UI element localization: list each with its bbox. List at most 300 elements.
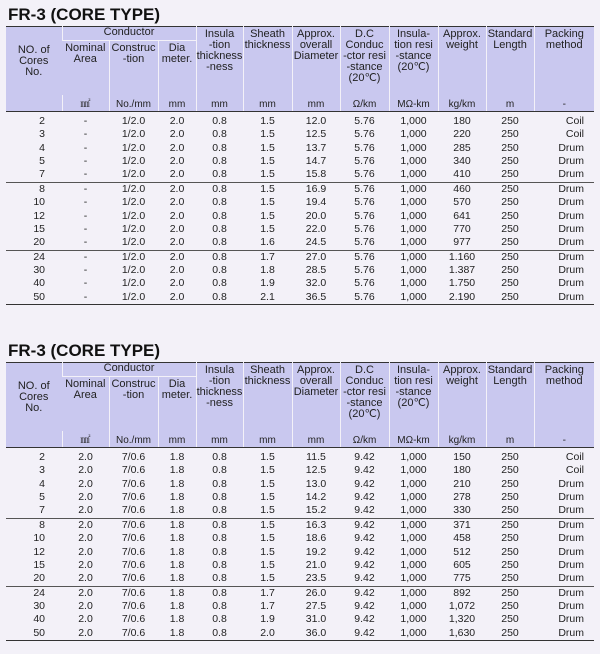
table-cell: 0.8 — [212, 264, 227, 277]
table-cell: Drum — [534, 250, 594, 264]
table-cell: 250 — [501, 264, 519, 277]
table-cell: 1,000 — [400, 490, 427, 503]
unit-cell: kg/km — [438, 95, 486, 112]
table-cell: 18.6 — [305, 532, 327, 545]
table-cell: 770 — [453, 222, 471, 235]
table-cell: 1.6 — [260, 236, 275, 249]
header-sheath: Sheath thickness — [243, 27, 292, 96]
table-cell: 250 — [501, 490, 519, 503]
table-cell: 36.5 — [292, 291, 340, 305]
unit-cell: mm — [243, 431, 292, 448]
table-cell: 19.2 — [305, 545, 327, 558]
table-cell: 2.0 — [169, 196, 185, 209]
table-cell: 7/0.6 — [121, 490, 146, 503]
table-cell: 31.0 — [305, 613, 327, 626]
header-insulation-resistance: Insula- tion resi -stance (20℃) — [389, 27, 438, 96]
table-cell: 460 — [438, 182, 486, 196]
table-cell: 605 — [453, 558, 471, 571]
table-cell: 1.5 — [260, 128, 275, 141]
header-dc-resistance: D.C Conduc -ctor resi -stance (20℃) — [340, 27, 389, 96]
table-cell: 0.8 — [212, 545, 227, 558]
table-cell: 1.5 — [243, 448, 292, 465]
table-cell: 1,000 — [389, 182, 438, 196]
table-cell: 250 — [501, 141, 519, 154]
table-cell: 1/2.0 — [121, 196, 146, 209]
table-cell: 5.76 — [340, 182, 389, 196]
table-cell: 1,630 — [438, 627, 486, 641]
unit-cell: MΩ-km — [389, 431, 438, 448]
table-cell: Drum — [558, 236, 585, 249]
table-cell: 12 — [33, 545, 45, 558]
table-cell: 1,000 — [389, 112, 438, 129]
table-cell: 2.0 — [78, 558, 93, 571]
table-row — [6, 559, 594, 572]
table-cell: 0.8 — [212, 141, 227, 154]
table-cell: 3 — [39, 128, 45, 141]
table-cell: 250 — [501, 128, 519, 141]
table-cell: 1.5 — [260, 141, 275, 154]
table-cell: 0.8 — [196, 112, 243, 129]
table-cell: 1/2.0 — [121, 222, 146, 235]
table-section-1 — [6, 4, 594, 305]
table-cell: 5 — [39, 490, 45, 503]
table-row — [6, 128, 594, 141]
table-cell: 1.5 — [260, 572, 275, 585]
table-cell: 0.8 — [212, 490, 227, 503]
spec-table — [6, 26, 594, 305]
table-cell: 1.5 — [260, 209, 275, 222]
table-cell: 3 — [39, 464, 45, 477]
table-cell: 1.8 — [169, 572, 185, 585]
table-cell: Drum — [558, 613, 585, 626]
header-packing: Packing method — [534, 27, 594, 96]
table-cell: 250 — [486, 250, 534, 264]
table-cell: 14.2 — [305, 490, 327, 503]
table-cell: 285 — [453, 141, 471, 154]
table-row — [6, 264, 594, 277]
table-cell: 5.76 — [354, 236, 375, 249]
table-cell: 2.0 — [169, 154, 185, 167]
table-cell: 1.8 — [158, 627, 196, 641]
table-cell: 5.76 — [354, 168, 375, 181]
table-cell: 250 — [501, 464, 519, 477]
table-cell: 1.5 — [260, 532, 275, 545]
table-cell: - — [83, 264, 88, 277]
table-row — [6, 141, 594, 154]
table-cell: 23.5 — [305, 572, 327, 585]
table-cell: 0.8 — [212, 572, 227, 585]
table-cell: 24.5 — [305, 236, 327, 249]
table-cell: 40 — [33, 613, 45, 626]
table-row — [6, 291, 594, 305]
header-conductor: Conductor — [62, 363, 196, 377]
table-cell: 250 — [486, 448, 534, 465]
table-cell: 1,000 — [400, 477, 427, 490]
table-row — [6, 600, 594, 613]
table-cell: 0.8 — [196, 518, 243, 532]
table-cell: Drum — [558, 545, 585, 558]
table-cell: 1.8 — [169, 600, 185, 613]
header-dc-resistance: D.C Conduc -ctor resi -stance (20℃) — [340, 363, 389, 432]
table-row — [6, 627, 594, 641]
table-cell: 5.76 — [354, 209, 375, 222]
table-cell: 250 — [501, 613, 519, 626]
table-cell: 7/0.6 — [121, 464, 146, 477]
table-cell: 1,000 — [400, 277, 427, 290]
table-cell: 775 — [453, 572, 471, 585]
table-cell: 1,000 — [389, 291, 438, 305]
table-cell: Drum — [558, 154, 585, 167]
table-cell: 0.8 — [212, 558, 227, 571]
table-cell: 1,000 — [389, 448, 438, 465]
header-length: Standard Length — [486, 363, 534, 432]
table-cell: 0.8 — [212, 504, 227, 517]
table-cell: 4 — [39, 141, 45, 154]
table-cell: 9.42 — [354, 600, 375, 613]
table-cell: 2.0 — [78, 464, 93, 477]
unit-cell: - — [534, 95, 594, 112]
table-cell: 1.5 — [260, 464, 275, 477]
table-cell: 1.7 — [243, 250, 292, 264]
table-cell: 1.8 — [158, 448, 196, 465]
table-cell: 1,000 — [400, 236, 427, 249]
table-cell: 9.42 — [340, 627, 389, 641]
table-row — [6, 209, 594, 222]
table-cell: 250 — [501, 600, 519, 613]
table-cell: 1.5 — [260, 154, 275, 167]
table-cell: 1.5 — [243, 112, 292, 129]
table-cell: 458 — [453, 532, 471, 545]
table-cell: Drum — [558, 504, 585, 517]
table-cell: 16.3 — [292, 518, 340, 532]
table-cell: 2.0 — [158, 291, 196, 305]
table-cell: 250 — [501, 558, 519, 571]
table-cell: 0.8 — [212, 277, 227, 290]
table-cell: - — [83, 209, 88, 222]
table-cell: 0.8 — [212, 154, 227, 167]
header-overall-diameter: Approx. overall Diameter — [292, 363, 340, 432]
header-construction: Construc -tion — [109, 41, 158, 96]
table-cell: 5.76 — [354, 222, 375, 235]
table-cell: 9.42 — [354, 490, 375, 503]
table-cell: 8 — [6, 182, 62, 196]
table-cell: 570 — [453, 196, 471, 209]
table-cell: Drum — [558, 600, 585, 613]
table-cell: 28.5 — [305, 264, 327, 277]
unit-cell: mm — [243, 95, 292, 112]
table-cell: 1,000 — [400, 545, 427, 558]
unit-cell: mm — [292, 431, 340, 448]
table-cell: 1.8 — [169, 464, 185, 477]
table-cell: 410 — [453, 168, 471, 181]
table-cell: - — [83, 236, 88, 249]
table-cell: 1/2.0 — [121, 154, 146, 167]
table-cell: 16.9 — [292, 182, 340, 196]
table-cell: 15 — [33, 558, 45, 571]
table-row — [6, 223, 594, 236]
table-cell: 9.42 — [340, 448, 389, 465]
table-cell: 2.0 — [169, 168, 185, 181]
table-cell: Drum — [534, 182, 594, 196]
table-cell: Coil — [565, 128, 585, 141]
table-cell: 2.0 — [62, 627, 109, 641]
table-cell: 250 — [501, 572, 519, 585]
table-cell: 9.42 — [354, 613, 375, 626]
table-cell: 12.5 — [305, 464, 327, 477]
table-cell: 9.42 — [354, 558, 375, 571]
table-cell: 40 — [33, 277, 45, 290]
table-cell: 2.0 — [169, 141, 185, 154]
table-cell: 5.76 — [354, 128, 375, 141]
header-weight: Approx. weight — [438, 27, 486, 96]
table-cell: 12.5 — [305, 128, 327, 141]
table-cell: Drum — [558, 532, 585, 545]
table-cell: 1,000 — [400, 558, 427, 571]
table-cell: 9.42 — [340, 518, 389, 532]
table-cell: 1/2.0 — [121, 277, 146, 290]
table-cell: 250 — [486, 627, 534, 641]
table-cell: 0.8 — [212, 464, 227, 477]
table-cell: 0.8 — [212, 209, 227, 222]
table-cell: 15 — [33, 222, 45, 235]
table-cell: Drum — [558, 264, 585, 277]
table-cell: 250 — [486, 586, 534, 600]
table-cell: 1.8 — [169, 545, 185, 558]
unit-cell: Ω/km — [340, 95, 389, 112]
table-cell: Drum — [558, 572, 585, 585]
unit-cell: No./mm — [109, 95, 158, 112]
table-cell: 0.8 — [212, 613, 227, 626]
table-cell: 5.76 — [340, 112, 389, 129]
table-cell: 8 — [6, 518, 62, 532]
table-cell: 1,000 — [400, 168, 427, 181]
table-cell: 1.8 — [169, 490, 185, 503]
table-cell: 2 — [6, 448, 62, 465]
table-cell: 1.9 — [260, 277, 275, 290]
table-cell: 892 — [438, 586, 486, 600]
table-cell: Coil — [534, 448, 594, 465]
table-cell: Drum — [558, 222, 585, 235]
header-nominal-area: Nominal Area — [62, 377, 109, 432]
table-cell: 512 — [453, 545, 471, 558]
table-cell: 1.5 — [260, 168, 275, 181]
table-cell: - — [62, 291, 109, 305]
table-cell: 1,000 — [400, 572, 427, 585]
table-cell: 250 — [501, 154, 519, 167]
table-cell: 1,000 — [400, 196, 427, 209]
table-cell: 0.8 — [196, 627, 243, 641]
table-cell: 20 — [33, 236, 45, 249]
table-cell: 5.76 — [354, 141, 375, 154]
table-cell: Drum — [558, 209, 585, 222]
table-cell: 1,000 — [400, 128, 427, 141]
table-cell: 0.8 — [196, 182, 243, 196]
table-row — [6, 572, 594, 586]
table-cell: 1.5 — [260, 196, 275, 209]
table-cell: 1.750 — [448, 277, 476, 290]
table-cell: 5.76 — [354, 277, 375, 290]
unit-cell: mm — [196, 431, 243, 448]
table-row — [6, 277, 594, 290]
table-cell: 1.5 — [260, 545, 275, 558]
table-cell: 250 — [501, 196, 519, 209]
header-packing: Packing method — [534, 363, 594, 432]
table-row — [6, 182, 594, 196]
unit-cell: mm — [158, 431, 196, 448]
table-cell: 1,000 — [400, 600, 427, 613]
table-cell: 250 — [501, 477, 519, 490]
table-cell: 7/0.6 — [109, 518, 158, 532]
table-cell: 180 — [438, 112, 486, 129]
table-cell: 1,000 — [389, 250, 438, 264]
table-cell: - — [83, 128, 88, 141]
table-cell: 7/0.6 — [121, 504, 146, 517]
table-cell: 32.0 — [305, 277, 327, 290]
table-cell: 2.0 — [243, 627, 292, 641]
table-cell: - — [62, 250, 109, 264]
table-cell: 1/2.0 — [121, 168, 146, 181]
table-cell: 7/0.6 — [121, 613, 146, 626]
table-row — [6, 448, 594, 465]
table-cell: 1.5 — [243, 182, 292, 196]
table-cell: 210 — [453, 477, 471, 490]
table-cell: 12.0 — [292, 112, 340, 129]
table-cell: - — [83, 168, 88, 181]
table-cell: 27.5 — [305, 600, 327, 613]
table-cell: 0.8 — [212, 128, 227, 141]
table-cell: 330 — [453, 504, 471, 517]
unit-cell: mm — [292, 95, 340, 112]
table-cell: 1,072 — [448, 600, 476, 613]
table-cell: 19.4 — [305, 196, 327, 209]
table-cell: 9.42 — [354, 464, 375, 477]
table-cell: 7 — [39, 168, 45, 181]
table-cell: 1.7 — [260, 600, 275, 613]
header-insulation-resistance: Insula- tion resi -stance (20℃) — [389, 363, 438, 432]
table-cell: 27.0 — [292, 250, 340, 264]
table-cell: 26.0 — [292, 586, 340, 600]
table-cell: 1,000 — [400, 222, 427, 235]
table-row — [6, 168, 594, 182]
table-cell: 5.76 — [354, 264, 375, 277]
header-insulation: Insula -tion thickness -ness — [196, 27, 243, 96]
table-cell: 2.0 — [78, 613, 93, 626]
table-cell: 2.0 — [78, 572, 93, 585]
table-cell: 2.0 — [62, 448, 109, 465]
header-overall-diameter: Approx. overall Diameter — [292, 27, 340, 96]
table-cell: 21.0 — [305, 558, 327, 571]
table-cell: 5.76 — [340, 250, 389, 264]
header-sheath: Sheath thickness — [243, 363, 292, 432]
table-row — [6, 250, 594, 264]
table-cell: 2.0 — [158, 182, 196, 196]
table-cell: 7/0.6 — [121, 477, 146, 490]
table-cell: 1.5 — [260, 490, 275, 503]
table-cell: 340 — [453, 154, 471, 167]
table-cell: 7/0.6 — [121, 532, 146, 545]
table-cell: 977 — [453, 236, 471, 249]
unit-cell — [6, 431, 62, 448]
table-cell: 1.8 — [169, 504, 185, 517]
table-cell: 1/2.0 — [109, 291, 158, 305]
table-row — [6, 196, 594, 209]
table-row — [6, 155, 594, 168]
table-cell: 1.5 — [243, 518, 292, 532]
table-cell: 30 — [33, 264, 45, 277]
table-cell: 0.8 — [212, 477, 227, 490]
header-insulation: Insula -tion thickness -ness — [196, 363, 243, 432]
table-cell: 9.42 — [354, 532, 375, 545]
table-cell: - — [83, 141, 88, 154]
unit-cell: Ω/km — [340, 431, 389, 448]
unit-cell: ㎟ — [62, 95, 109, 112]
table-cell: 2.0 — [78, 545, 93, 558]
table-cell: 0.8 — [196, 586, 243, 600]
table-cell: 1/2.0 — [109, 182, 158, 196]
table-cell: 1.8 — [169, 558, 185, 571]
table-cell: 250 — [501, 532, 519, 545]
table-cell: 1.7 — [243, 586, 292, 600]
table-cell: 30 — [33, 600, 45, 613]
unit-cell: - — [534, 431, 594, 448]
table-cell: 0.8 — [212, 222, 227, 235]
table-cell: 1.5 — [260, 558, 275, 571]
table-cell: 250 — [486, 518, 534, 532]
table-cell: 1.8 — [158, 586, 196, 600]
table-cell: 1,320 — [448, 613, 476, 626]
table-cell: 1,000 — [389, 627, 438, 641]
table-cell: 2.0 — [78, 600, 93, 613]
table-cell: 24 — [6, 250, 62, 264]
table-body — [6, 112, 594, 305]
table-cell: 2.0 — [78, 490, 93, 503]
table-cell: 0.8 — [212, 168, 227, 181]
table-cell: 7/0.6 — [121, 558, 146, 571]
header-diameter: Dia meter. — [158, 41, 196, 96]
table-cell: Drum — [558, 490, 585, 503]
header-diameter: Dia meter. — [158, 377, 196, 432]
table-cell: 1/2.0 — [121, 264, 146, 277]
table-row — [6, 477, 594, 490]
table-body — [6, 448, 594, 641]
table-cell: 2.190 — [438, 291, 486, 305]
table-cell: 13.0 — [305, 477, 327, 490]
table-cell: 0.8 — [212, 236, 227, 249]
table-cell: 0.8 — [212, 532, 227, 545]
table-cell: 1.9 — [260, 613, 275, 626]
unit-cell: MΩ-km — [389, 95, 438, 112]
table-cell: Drum — [558, 277, 585, 290]
table-row — [6, 236, 594, 250]
table-cell: 10 — [33, 532, 45, 545]
table-cell: 22.0 — [305, 222, 327, 235]
table-cell: 1,000 — [400, 209, 427, 222]
table-cell: 7/0.6 — [121, 545, 146, 558]
table-cell: 13.7 — [305, 141, 327, 154]
table-cell: Drum — [558, 141, 585, 154]
table-cell: 250 — [501, 209, 519, 222]
table-row — [6, 545, 594, 558]
unit-cell: m — [486, 95, 534, 112]
table-cell: 50 — [6, 627, 62, 641]
table-cell: - — [62, 112, 109, 129]
table-row — [6, 464, 594, 477]
table-cell: 1.8 — [260, 264, 275, 277]
table-cell: 641 — [453, 209, 471, 222]
table-cell: 1,000 — [400, 264, 427, 277]
table-cell: 20 — [33, 572, 45, 585]
table-cell: Drum — [534, 627, 594, 641]
